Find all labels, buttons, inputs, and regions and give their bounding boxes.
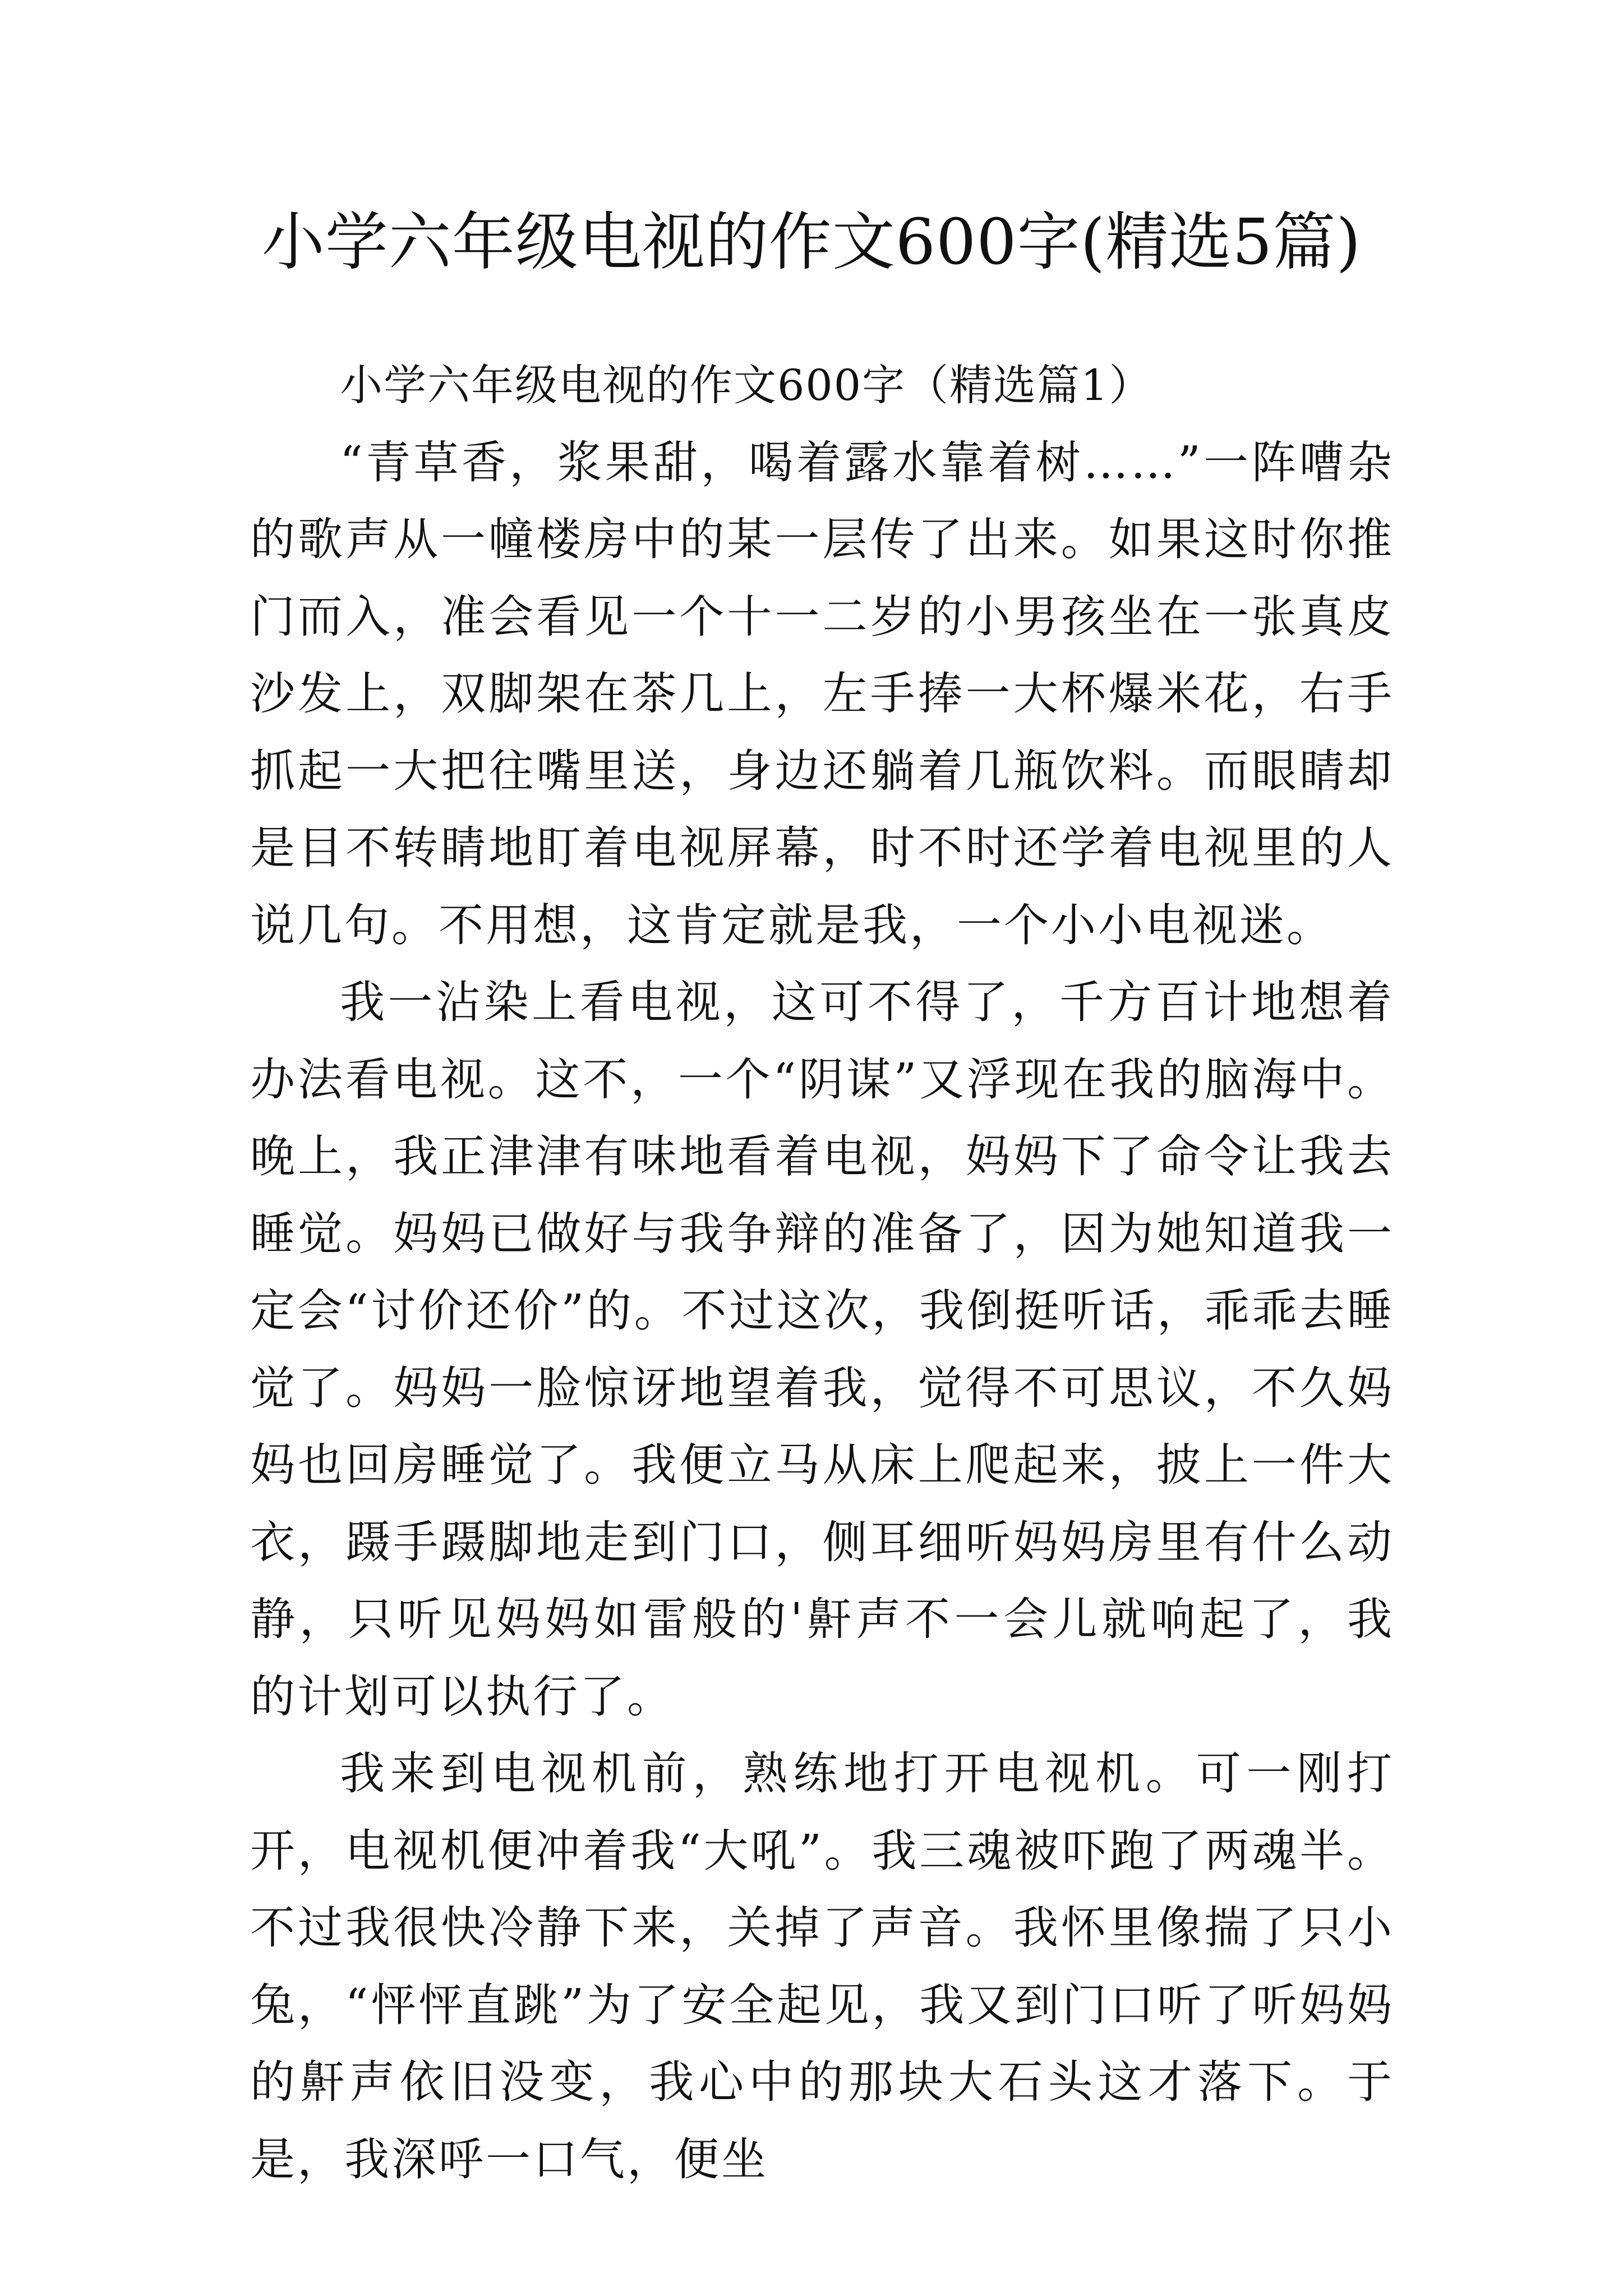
paragraph-1: “青草香，浆果甜，喝着露水靠着树……”一阵嘈杂的歌声从一幢楼房中的某一层传了出来。如果这时你推门而入，准会看见一个十一二岁的小男孩坐在一张真皮沙发上，双脚架在茶几上，左手捧一大杯爆米花，右手抓起一大把往嘴里送，身边还躺着几瓶饮料。而眼睛却是目不转睛地盯着电视屏幕，时不时还学着电视里的人说几句。不用想，这肯定就是我，一个小小电视迷。 bbox=[250, 436, 1394, 951]
section-heading: 小学六年级电视的作文600字（精选篇1） bbox=[340, 360, 1153, 410]
document-body bbox=[250, 347, 1394, 2198]
paragraph-2: 我一沾染上看电视，这可不得了，千方百计地想着办法看电视。这不，一个“阴谋”又浮现在我的脑海中。晚上，我正津津有味地看着电视，妈妈下了命令让我去睡觉。妈妈已做好与我争辩的准备了，因为她知道我一定会“讨价还价”的。不过这次，我倒挺听话，乖乖去睡觉了。妈妈一脸惊讶地望着我，觉得不可思议，不久妈妈也回房睡觉了。我便立马从床上爬起来，披上一件大衣，蹑手蹑脚地走到门口，侧耳细听妈妈房里有什么动静，只听见妈妈如雷般的'鼾声不一会儿就响起了，我的计划可以执行了。 bbox=[250, 976, 1394, 1723]
document-title: 小学六年级电视的作文600字(精选5篇) bbox=[261, 206, 1362, 279]
paragraph-3: 我来到电视机前，熟练地打开电视机。可一刚打开，电视机便冲着我“大吼”。我三魂被吓跑了两魂半。不过我很快冷静下来，关掉了声音。我怀里像揣了只小兔，“怦怦直跳”为了安全起见，我又到门口听了听妈妈的鼾声依旧没变，我心中的那块大石头这才落下。于是，我深呼一口气，便坐 bbox=[250, 1747, 1394, 2185]
